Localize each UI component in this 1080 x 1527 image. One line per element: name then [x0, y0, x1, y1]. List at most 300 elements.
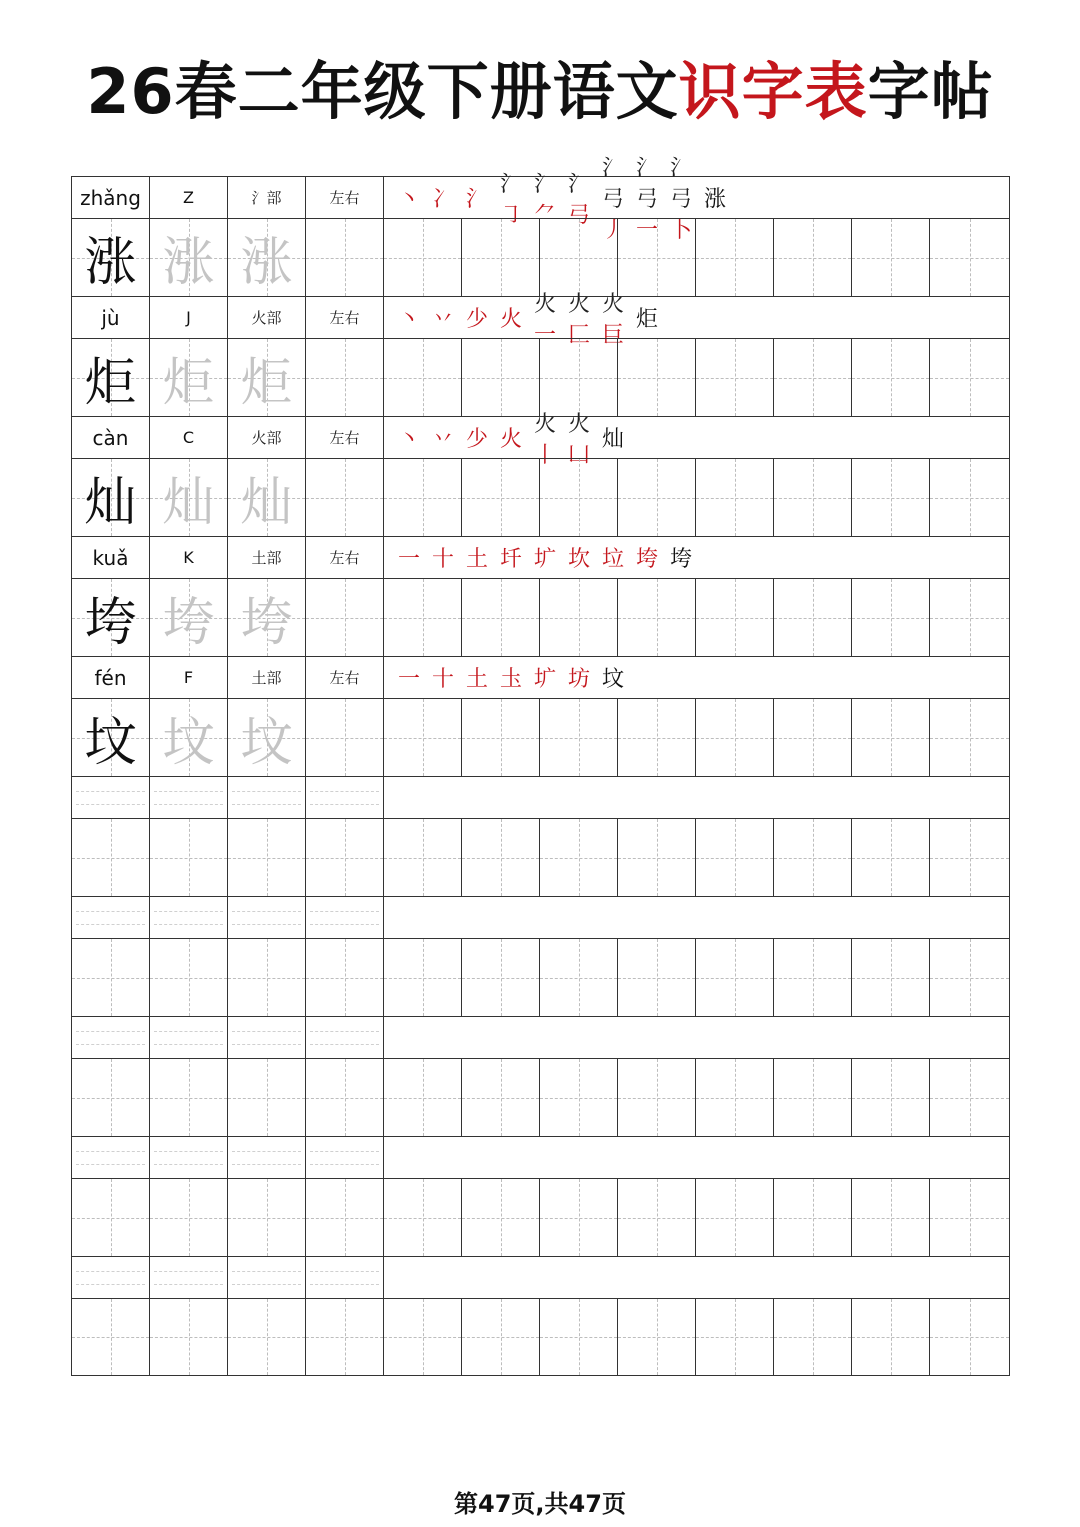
structure-cell: [305, 1016, 383, 1058]
writing-square[interactable]: [851, 1058, 929, 1136]
stroke-step: 灿: [601, 427, 624, 452]
stroke-step: 丶: [397, 427, 420, 452]
writing-square[interactable]: [851, 698, 929, 776]
writing-square[interactable]: [461, 578, 539, 656]
writing-square[interactable]: [71, 938, 149, 1016]
guide-line: [735, 219, 736, 296]
writing-square[interactable]: [461, 218, 539, 296]
stroke-step: 炬: [635, 307, 658, 332]
writing-square: [71, 218, 149, 296]
guide-line: [970, 1059, 971, 1136]
writing-square[interactable]: [383, 1058, 461, 1136]
writing-square: [149, 578, 227, 656]
stroke-new: ㇆: [499, 202, 522, 228]
structure-cell: [305, 1256, 383, 1298]
stroke-step: 圹: [533, 547, 556, 572]
writing-square: [149, 698, 227, 776]
writing-square[interactable]: [305, 578, 383, 656]
info-row: [71, 291, 1010, 348]
guide-line: [579, 459, 580, 536]
stroke-step: 垃: [601, 547, 624, 572]
guide-line: [813, 1059, 814, 1136]
writing-square[interactable]: [851, 938, 929, 1016]
pinyin-cell: [71, 176, 149, 218]
writing-square[interactable]: [461, 1298, 539, 1376]
stroke-new: 匚: [567, 322, 590, 348]
structure-cell: [305, 536, 383, 578]
guide-line: [579, 339, 580, 416]
stroke-prev: 火: [533, 411, 556, 437]
stroke-step: 十: [431, 667, 454, 692]
writing-square[interactable]: [695, 1178, 773, 1256]
writing-square[interactable]: [773, 938, 851, 1016]
writing-row: [71, 338, 1010, 416]
guide-line: [76, 911, 145, 912]
initial-cell: [149, 1016, 227, 1058]
stroke-new: ⺈: [533, 202, 556, 228]
writing-square[interactable]: [695, 578, 773, 656]
writing-square[interactable]: [773, 698, 851, 776]
structure-text: 左右: [329, 309, 360, 327]
guide-line: [345, 579, 346, 656]
stroke-step: 土: [465, 547, 488, 572]
writing-square: [227, 578, 305, 656]
writing-square[interactable]: [305, 218, 383, 296]
guide-line: [657, 459, 658, 536]
writing-square[interactable]: [929, 218, 1010, 296]
guide-line: [891, 579, 892, 656]
guide-line: [423, 219, 424, 296]
guide-line: [154, 1164, 223, 1165]
guide-line: [501, 819, 502, 896]
stroke-step: 一: [397, 547, 420, 572]
writing-square[interactable]: [773, 1178, 851, 1256]
writing-square[interactable]: [773, 818, 851, 896]
stroke-new: 一: [533, 322, 556, 348]
stroke-new: 巨: [601, 322, 624, 348]
stroke-order-cell: [383, 776, 1010, 818]
guide-line: [813, 819, 814, 896]
guide-line: [970, 219, 971, 296]
writing-square: [227, 218, 305, 296]
guide-line: [657, 1059, 658, 1136]
guide-line: [189, 819, 190, 896]
writing-square[interactable]: [461, 1058, 539, 1136]
guide-line: [189, 1059, 190, 1136]
writing-square[interactable]: [929, 578, 1010, 656]
writing-square[interactable]: [149, 1298, 227, 1376]
writing-square[interactable]: [617, 1178, 695, 1256]
stroke-step: 一: [397, 667, 420, 692]
guide-line: [970, 339, 971, 416]
writing-square[interactable]: [851, 338, 929, 416]
stroke-new: 丿: [601, 218, 624, 243]
writing-square[interactable]: [461, 698, 539, 776]
writing-square[interactable]: [305, 1178, 383, 1256]
writing-square[interactable]: [773, 218, 851, 296]
guide-line: [154, 1044, 223, 1045]
writing-square[interactable]: [929, 818, 1010, 896]
guide-line: [189, 1179, 190, 1256]
writing-square[interactable]: [851, 218, 929, 296]
guide-line: [76, 1271, 145, 1272]
writing-square[interactable]: [773, 578, 851, 656]
writing-square[interactable]: [461, 1178, 539, 1256]
guide-line: [423, 1179, 424, 1256]
stroke-step: 土: [465, 667, 488, 692]
stroke-prev: 火: [567, 291, 590, 317]
guide-line: [232, 1044, 301, 1045]
guide-line: [345, 1299, 346, 1375]
pinyin-text: jù: [101, 305, 120, 330]
writing-square[interactable]: [149, 1178, 227, 1256]
trace-character: 涨: [162, 233, 215, 293]
writing-square[interactable]: [851, 458, 929, 536]
writing-row: [71, 578, 1010, 656]
writing-row: [71, 818, 1010, 896]
writing-square[interactable]: [695, 818, 773, 896]
guide-line: [501, 939, 502, 1016]
guide-line: [813, 339, 814, 416]
writing-square[interactable]: [929, 338, 1010, 416]
writing-square[interactable]: [851, 1178, 929, 1256]
writing-square[interactable]: [305, 938, 383, 1016]
stroke-order-strip: [392, 411, 630, 468]
initial-cell: [149, 1136, 227, 1178]
radical-cell: [227, 296, 305, 338]
writing-square[interactable]: [461, 338, 539, 416]
stroke-step: 氵: [465, 187, 488, 212]
guide-line: [423, 459, 424, 536]
writing-square[interactable]: [383, 818, 461, 896]
guide-line: [501, 699, 502, 776]
guide-line: [232, 911, 301, 912]
writing-square[interactable]: [227, 1178, 305, 1256]
stroke-step: 坟: [601, 667, 624, 692]
title-highlight: 识字表: [678, 55, 868, 128]
guide-line: [970, 1299, 971, 1375]
guide-line: [232, 924, 301, 925]
writing-square[interactable]: [617, 458, 695, 536]
writing-square[interactable]: [773, 1298, 851, 1376]
page-title: [0, 52, 1080, 132]
writing-square[interactable]: [617, 1058, 695, 1136]
writing-square: [227, 338, 305, 416]
guide-line: [970, 579, 971, 656]
radical-text: 火部: [251, 429, 282, 447]
guide-line: [345, 339, 346, 416]
stroke-new: 一: [635, 218, 658, 243]
guide-line: [813, 1179, 814, 1256]
stroke-step: 火: [499, 307, 522, 332]
initial-cell: [149, 416, 227, 458]
pinyin-text: fén: [94, 665, 127, 690]
guide-line: [423, 1299, 424, 1375]
guide-line: [657, 1179, 658, 1256]
stroke-step: 少: [465, 307, 488, 332]
writing-square[interactable]: [383, 938, 461, 1016]
guide-line: [345, 219, 346, 296]
writing-square[interactable]: [929, 458, 1010, 536]
writing-square[interactable]: [617, 338, 695, 416]
guide-line: [970, 699, 971, 776]
stroke-step: 垮: [669, 547, 692, 572]
guide-line: [579, 1299, 580, 1375]
stroke-step: 坊: [567, 667, 590, 692]
guide-line: [189, 1299, 190, 1375]
writing-square[interactable]: [149, 1058, 227, 1136]
writing-square[interactable]: [773, 338, 851, 416]
info-row: [71, 776, 1010, 818]
writing-row: [71, 218, 1010, 296]
writing-square[interactable]: [851, 818, 929, 896]
writing-square[interactable]: [617, 818, 695, 896]
guide-line: [813, 219, 814, 296]
writing-square[interactable]: [383, 1178, 461, 1256]
writing-square[interactable]: [539, 218, 617, 296]
pinyin-cell: [71, 1136, 149, 1178]
guide-line: [267, 1059, 268, 1136]
guide-line: [111, 1299, 112, 1375]
guide-line: [232, 1031, 301, 1032]
model-character: 涨: [84, 233, 137, 293]
writing-square[interactable]: [851, 1298, 929, 1376]
info-row: [71, 1016, 1010, 1058]
writing-square[interactable]: [539, 1058, 617, 1136]
writing-square[interactable]: [539, 1298, 617, 1376]
writing-square[interactable]: [383, 458, 461, 536]
stroke-order-strip: [392, 657, 630, 698]
radical-cell: [227, 896, 305, 938]
writing-square[interactable]: [929, 1058, 1010, 1136]
stroke-new: 凵: [567, 442, 590, 468]
writing-square[interactable]: [539, 938, 617, 1016]
radical-text: 土部: [251, 669, 282, 687]
info-row: [71, 1136, 1010, 1178]
radical-cell: [227, 536, 305, 578]
guide-line: [154, 791, 223, 792]
writing-square[interactable]: [227, 938, 305, 1016]
writing-square[interactable]: [383, 578, 461, 656]
writing-square[interactable]: [617, 938, 695, 1016]
writing-row: [71, 458, 1010, 536]
writing-square[interactable]: [695, 218, 773, 296]
radical-cell: [227, 1136, 305, 1178]
structure-cell: [305, 656, 383, 698]
guide-line: [154, 924, 223, 925]
writing-square[interactable]: [305, 338, 383, 416]
guide-line: [310, 1284, 379, 1285]
structure-cell: [305, 776, 383, 818]
writing-square[interactable]: [773, 1058, 851, 1136]
guide-line: [579, 219, 580, 296]
writing-square[interactable]: [929, 1178, 1010, 1256]
stroke-prev: 火: [533, 291, 556, 317]
writing-square[interactable]: [539, 338, 617, 416]
guide-line: [345, 459, 346, 536]
stroke-order-cell: [383, 1016, 1010, 1058]
trace-character: 炬: [240, 353, 293, 413]
writing-square[interactable]: [149, 818, 227, 896]
writing-square[interactable]: [617, 218, 695, 296]
radical-text: 土部: [251, 549, 282, 567]
writing-square[interactable]: [617, 698, 695, 776]
guide-line: [310, 791, 379, 792]
writing-square[interactable]: [773, 458, 851, 536]
structure-cell: [305, 896, 383, 938]
writing-square[interactable]: [695, 1298, 773, 1376]
writing-square[interactable]: [305, 458, 383, 536]
guide-line: [76, 1044, 145, 1045]
guide-line: [891, 819, 892, 896]
guide-line: [579, 939, 580, 1016]
writing-square[interactable]: [227, 1058, 305, 1136]
stroke-order-cell: [383, 656, 1010, 698]
guide-line: [111, 939, 112, 1016]
writing-square[interactable]: [383, 1298, 461, 1376]
guide-line: [579, 1179, 580, 1256]
guide-line: [657, 1299, 658, 1375]
guide-line: [154, 911, 223, 912]
guide-line: [501, 1179, 502, 1256]
stroke-order-cell: [383, 1256, 1010, 1298]
guide-line: [423, 819, 424, 896]
structure-cell: [305, 296, 383, 338]
guide-line: [891, 1179, 892, 1256]
guide-line: [423, 579, 424, 656]
writing-square[interactable]: [539, 818, 617, 896]
guide-line: [501, 1299, 502, 1375]
writing-square[interactable]: [383, 698, 461, 776]
guide-line: [970, 459, 971, 536]
writing-square[interactable]: [71, 1178, 149, 1256]
guide-line: [657, 579, 658, 656]
stroke-step: 丶: [397, 187, 420, 212]
writing-square: [227, 698, 305, 776]
pinyin-text: càn: [92, 425, 129, 450]
writing-square[interactable]: [305, 698, 383, 776]
guide-line: [267, 939, 268, 1016]
writing-square[interactable]: [71, 1298, 149, 1376]
initial-cell: [149, 296, 227, 338]
guide-line: [423, 939, 424, 1016]
writing-square[interactable]: [227, 818, 305, 896]
writing-square[interactable]: [461, 818, 539, 896]
initial-text: Z: [183, 188, 194, 207]
guide-line: [891, 459, 892, 536]
guide-line: [891, 1299, 892, 1375]
guide-line: [970, 819, 971, 896]
stroke-order-strip: [392, 291, 664, 348]
writing-square[interactable]: [383, 218, 461, 296]
guide-line: [189, 939, 190, 1016]
initial-text: K: [183, 548, 194, 567]
writing-square[interactable]: [695, 938, 773, 1016]
guide-line: [891, 699, 892, 776]
trace-character: 涨: [240, 233, 293, 293]
guide-line: [232, 1284, 301, 1285]
writing-square[interactable]: [539, 578, 617, 656]
writing-square[interactable]: [227, 1298, 305, 1376]
writing-square: [149, 338, 227, 416]
writing-square[interactable]: [929, 1298, 1010, 1376]
stroke-new: 卜: [669, 218, 692, 243]
stroke-step: 垮: [635, 547, 658, 572]
model-character: 灿: [84, 473, 137, 533]
guide-line: [579, 1059, 580, 1136]
stroke-step: 丷: [431, 307, 454, 332]
trace-character: 灿: [240, 473, 293, 533]
info-row: [71, 411, 1010, 468]
stroke-order-cell: [383, 411, 1010, 468]
writing-square[interactable]: [539, 698, 617, 776]
stroke-order-strip: [392, 156, 732, 243]
writing-square[interactable]: [851, 578, 929, 656]
writing-square[interactable]: [695, 698, 773, 776]
stroke-step: 涨: [703, 187, 726, 212]
writing-square[interactable]: [383, 338, 461, 416]
guide-line: [813, 699, 814, 776]
guide-line: [310, 1044, 379, 1045]
writing-square[interactable]: [461, 938, 539, 1016]
initial-text: J: [186, 308, 191, 327]
trace-character: 垮: [162, 593, 215, 653]
writing-square[interactable]: [461, 458, 539, 536]
guide-line: [579, 579, 580, 656]
radical-cell: [227, 656, 305, 698]
initial-cell: [149, 1256, 227, 1298]
pinyin-cell: [71, 656, 149, 698]
writing-square[interactable]: [71, 1058, 149, 1136]
guide-line: [76, 804, 145, 805]
guide-line: [423, 1059, 424, 1136]
guide-line: [970, 939, 971, 1016]
writing-square[interactable]: [617, 1298, 695, 1376]
radical-text: 氵部: [251, 189, 282, 207]
guide-line: [310, 1031, 379, 1032]
stroke-step: 冫: [431, 187, 454, 212]
radical-cell: [227, 176, 305, 218]
writing-square[interactable]: [149, 938, 227, 1016]
radical-text: 火部: [251, 309, 282, 327]
writing-square[interactable]: [539, 458, 617, 536]
writing-square[interactable]: [617, 578, 695, 656]
writing-square[interactable]: [929, 938, 1010, 1016]
guide-line: [735, 339, 736, 416]
writing-square[interactable]: [305, 1058, 383, 1136]
stroke-order-cell: [383, 536, 1010, 578]
writing-square[interactable]: [929, 698, 1010, 776]
guide-line: [111, 819, 112, 896]
guide-line: [232, 1164, 301, 1165]
guide-line: [154, 1284, 223, 1285]
writing-square[interactable]: [695, 338, 773, 416]
stroke-order-strip: [392, 537, 698, 578]
writing-square[interactable]: [539, 1178, 617, 1256]
writing-row: [71, 1058, 1010, 1136]
guide-line: [76, 1151, 145, 1152]
writing-square[interactable]: [71, 818, 149, 896]
writing-square[interactable]: [695, 1058, 773, 1136]
writing-square[interactable]: [305, 818, 383, 896]
guide-line: [310, 804, 379, 805]
guide-line: [579, 699, 580, 776]
guide-line: [76, 791, 145, 792]
writing-square[interactable]: [695, 458, 773, 536]
guide-line: [345, 1179, 346, 1256]
writing-square[interactable]: [305, 1298, 383, 1376]
guide-line: [657, 939, 658, 1016]
